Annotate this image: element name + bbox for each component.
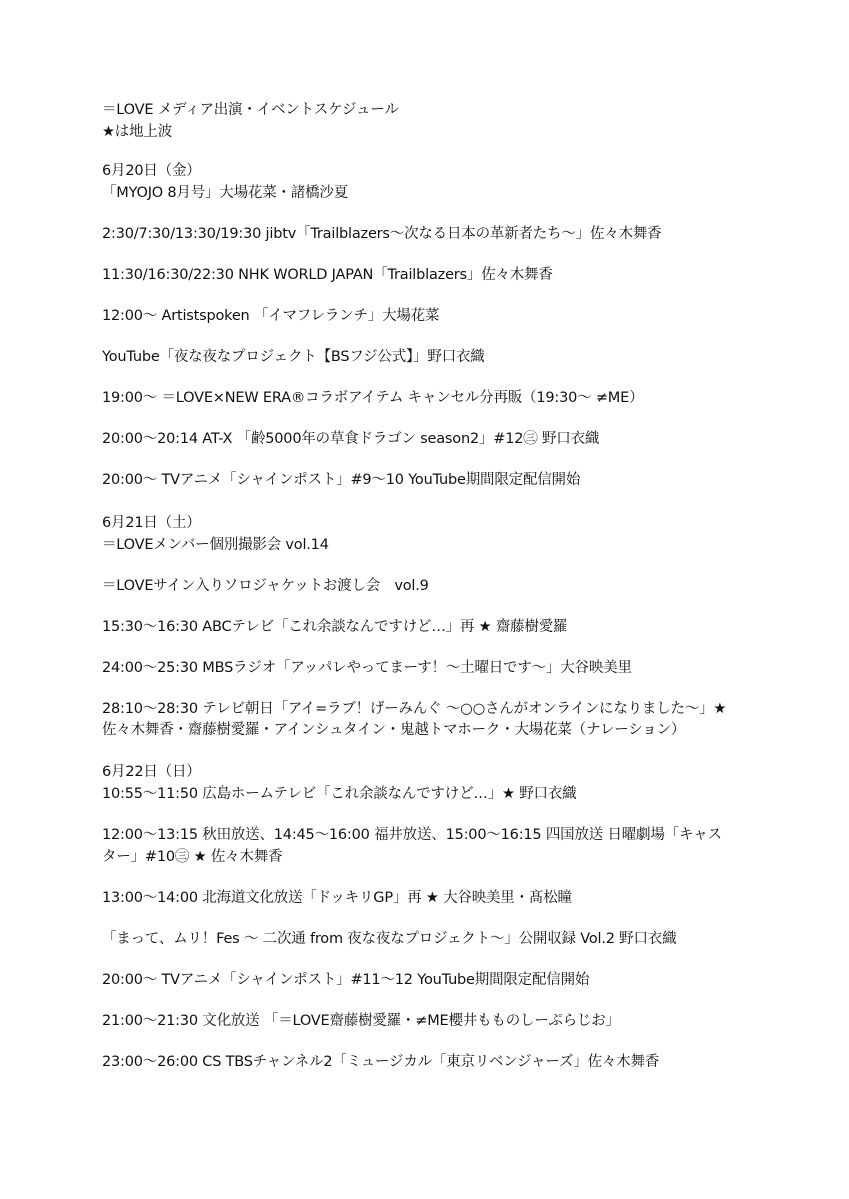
schedule-entry: 12:00～ Artistspoken 「イマフレランチ」大場花菜 xyxy=(102,308,440,324)
document-title: ＝LOVE メディア出演・イベントスケジュール xyxy=(102,102,399,118)
schedule-entry: 28:10～28:30 テレビ朝日「アイ=ラブ！げーみんぐ ～○○さんがオンラインになりました～」★ xyxy=(102,701,727,717)
date-heading: 6月22日（日） xyxy=(102,764,201,780)
schedule-entry: 10:55～11:50 広島ホームテレビ「これ余談なんですけど…」★ 野口衣織 xyxy=(102,786,577,802)
schedule-entry: 12:00～13:15 秋田放送、14:45～16:00 福井放送、15:00～16:15 四国放送 日曜劇場「キャス xyxy=(102,827,722,843)
schedule-entry: ＝LOVEメンバー個別撮影会 vol.14 xyxy=(102,537,329,553)
schedule-entry: ター」#10㊂ ★ 佐々木舞香 xyxy=(102,849,283,865)
schedule-entry: 20:00～20:14 AT-X 「齢5000年の草食ドラゴン season2」#12㊂ 野口衣織 xyxy=(102,431,600,447)
schedule-entry: 佐々木舞香・齋藤樹愛羅・アインシュタイン・鬼越トマホーク・大場花菜（ナレーション） xyxy=(102,722,686,738)
schedule-entry: 20:00～ TVアニメ「シャインポスト」#9～10 YouTube期間限定配信開始 xyxy=(102,472,581,488)
schedule-entry: ＝LOVEサイン入りソロジャケットお渡し会 vol.9 xyxy=(102,578,429,594)
schedule-entry: 「まって、ムリ！Fes ～ 二次通 from 夜な夜なプロジェクト～」公開収録 Vol.2 野口衣織 xyxy=(102,931,677,947)
schedule-entry: YouTube「夜な夜なプロジェクト【BSフジ公式】」野口衣織 xyxy=(102,349,485,365)
schedule-entry: 21:00～21:30 文化放送 「＝LOVE齋藤樹愛羅・≠ME櫻井もものしーぷらじお」 xyxy=(102,1013,620,1029)
schedule-entry: 2:30/7:30/13:30/19:30 jibtv「Trailblazers～次なる日本の革新者たち～」佐々木舞香 xyxy=(102,226,662,242)
date-heading: 6月20日（金） xyxy=(102,163,201,179)
legend-note: ★は地上波 xyxy=(102,124,172,140)
schedule-entry: 24:00～25:30 MBSラジオ「アッパレやってまーす！～土曜日です～」大谷映美里 xyxy=(102,660,632,676)
schedule-entry: 20:00～ TVアニメ「シャインポスト」#11～12 YouTube期間限定配信開始 xyxy=(102,972,590,988)
schedule-entry: 19:00～ ＝LOVE×NEW ERA®コラボアイテム キャンセル分再販（19:30～ ≠ME） xyxy=(102,390,644,406)
schedule-entry: 11:30/16:30/22:30 NHK WORLD JAPAN「Trailblazers」佐々木舞香 xyxy=(102,267,553,283)
schedule-entry: 23:00～26:00 CS TBSチャンネル2「ミュージカル「東京リベンジャーズ」佐々木舞香 xyxy=(102,1054,660,1070)
date-heading: 6月21日（土） xyxy=(102,515,201,531)
schedule-entry: 15:30～16:30 ABCテレビ「これ余談なんですけど…」再 ★ 齋藤樹愛羅 xyxy=(102,619,568,635)
schedule-entry: 13:00～14:00 北海道文化放送「ドッキリGP」再 ★ 大谷映美里・髙松瞳 xyxy=(102,890,572,906)
schedule-entry: 「MYOJO 8月号」大場花菜・諸橋沙夏 xyxy=(102,185,349,201)
